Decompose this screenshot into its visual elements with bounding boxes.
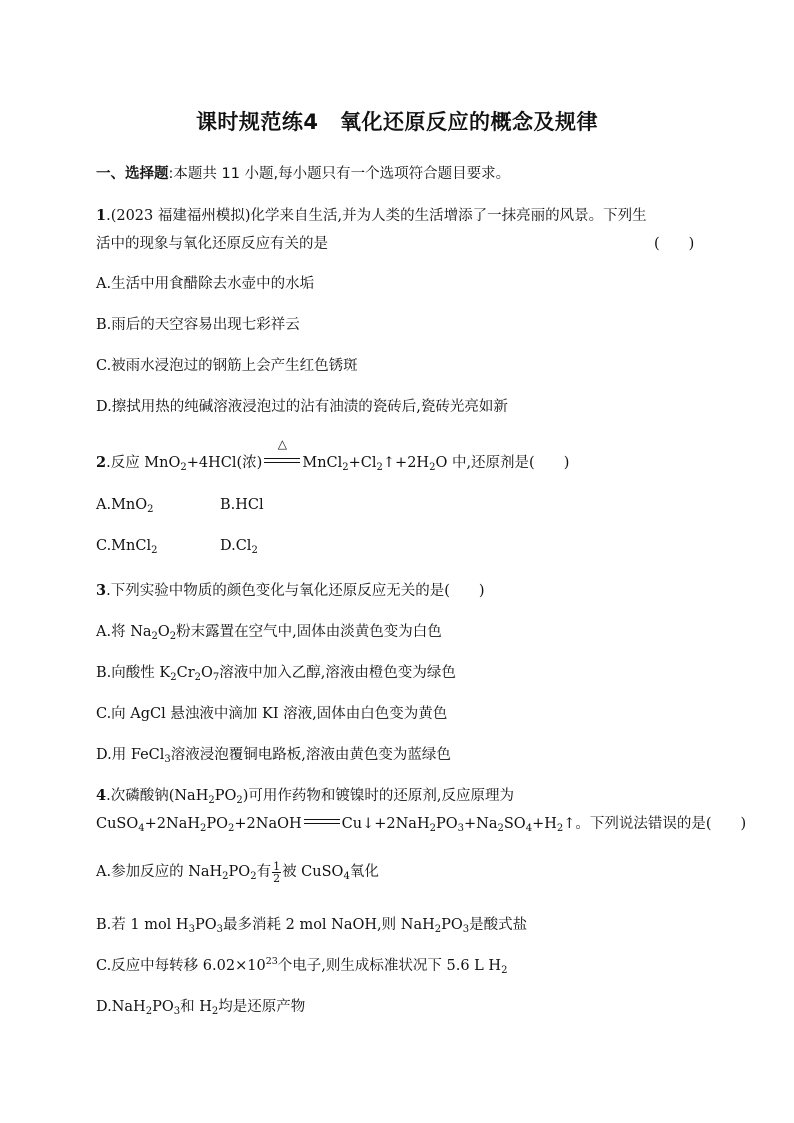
- q3-option-a[interactable]: A.将 $Na_2O_2$粉末露置在空气中,固体由淡黄色变为白色: [96, 624, 442, 642]
- q4-number: 4: [96, 787, 107, 804]
- q3-option-c[interactable]: C.向 AgCl 悬浊液中滴加 KI 溶液,固体由白色变为黄色: [96, 706, 448, 722]
- q3-option-d[interactable]: D.用 FeCl$_3$溶液浸泡覆铜电路板,溶液由黄色变为蓝绿色: [96, 747, 451, 765]
- section-instructions: :本题共 11 小题,每小题只有一个选项符合题目要求。: [168, 166, 511, 182]
- fraction-one-half: $\frac{1}{2}$: [273, 859, 281, 885]
- q4-option-c[interactable]: C.反应中每转移 $6.02\times 10^{23}$个电子,则生成标准状况下 5.6 L $H_2$: [96, 956, 508, 976]
- equals-sign: [302, 814, 342, 828]
- q4-option-b[interactable]: B.若 1 mol $H_3PO_3$最多消耗 2 mol NaOH,则 $NaH_2PO_3$是酸式盐: [96, 917, 528, 935]
- q4-option-d[interactable]: $D.NaH_2PO_3$和 $H_2$均是还原产物: [96, 999, 306, 1017]
- delta-symbol: △: [277, 437, 287, 451]
- q4-equation: $CuSO_4+2NaH_2PO_2+2NaOH$ $Cu↓+2NaH_2PO_3+Na_2SO_4+H_2↑$。下列说法错误的是( ): [96, 816, 747, 834]
- page-title: 课时规范练4 氧化还原反应的概念及规律: [195, 110, 599, 134]
- section-label: 一、选择题: [96, 166, 169, 182]
- q3-option-b[interactable]: B.向酸性 $K_2Cr_2O_7$溶液中加入乙醇,溶液由橙色变为绿色: [96, 665, 456, 683]
- q1-stem-line2: 活中的现象与氧化还原反应有关的是: [96, 236, 328, 252]
- q1-option-c[interactable]: C.被雨水浸泡过的钢筋上会产生红色锈斑: [96, 358, 358, 374]
- q4-option-a[interactable]: A.参加反应的 $NaH_2PO_2$有 $\frac{1}{2}$ 被 CuSO$_4$氧化: [96, 859, 379, 885]
- q2-number: 2: [96, 454, 107, 471]
- q3-stem: 3.下列实验中物质的颜色变化与氧化还原反应无关的是( ): [96, 582, 485, 599]
- q2-option-d[interactable]: $D.Cl_2$: [220, 538, 258, 556]
- q2-stem: 2.反应 MnO$_2$+4HCl(浓) △ $MnCl_2+Cl_2↑+2H_2O$ 中,还原剂是( ): [96, 437, 570, 473]
- q1-number: 1: [96, 207, 107, 224]
- q2-option-a[interactable]: A.MnO$_2$: [96, 497, 154, 515]
- q1-stem-line1: [96, 204, 647, 225]
- q2-option-b[interactable]: B.HCl: [220, 497, 264, 513]
- heating-equals-sign: [262, 437, 302, 467]
- q1-option-d[interactable]: D.擦拭用热的纯碱溶液浸泡过的沾有油渍的瓷砖后,瓷砖光亮如新: [96, 399, 508, 415]
- section-heading: [96, 162, 510, 183]
- q1-option-b[interactable]: B.雨后的天空容易出现七彩祥云: [96, 317, 300, 333]
- q4-stem-line1: 4.次磷酸钠$(NaH_2PO_2)$可用作药物和镀镍时的还原剂,反应原理为: [96, 787, 515, 806]
- q1-option-a[interactable]: A.生活中用食醋除去水壶中的水垢: [96, 276, 315, 292]
- q1-answer-paren: ( ): [654, 236, 695, 252]
- q3-number: 3: [96, 582, 107, 599]
- q1-text1: .(2023 福建福州模拟)化学来自生活,并为人类的生活增添了一抹亮丽的风景。下列生: [106, 208, 647, 224]
- q2-option-c[interactable]: C.MnCl$_2$: [96, 538, 158, 556]
